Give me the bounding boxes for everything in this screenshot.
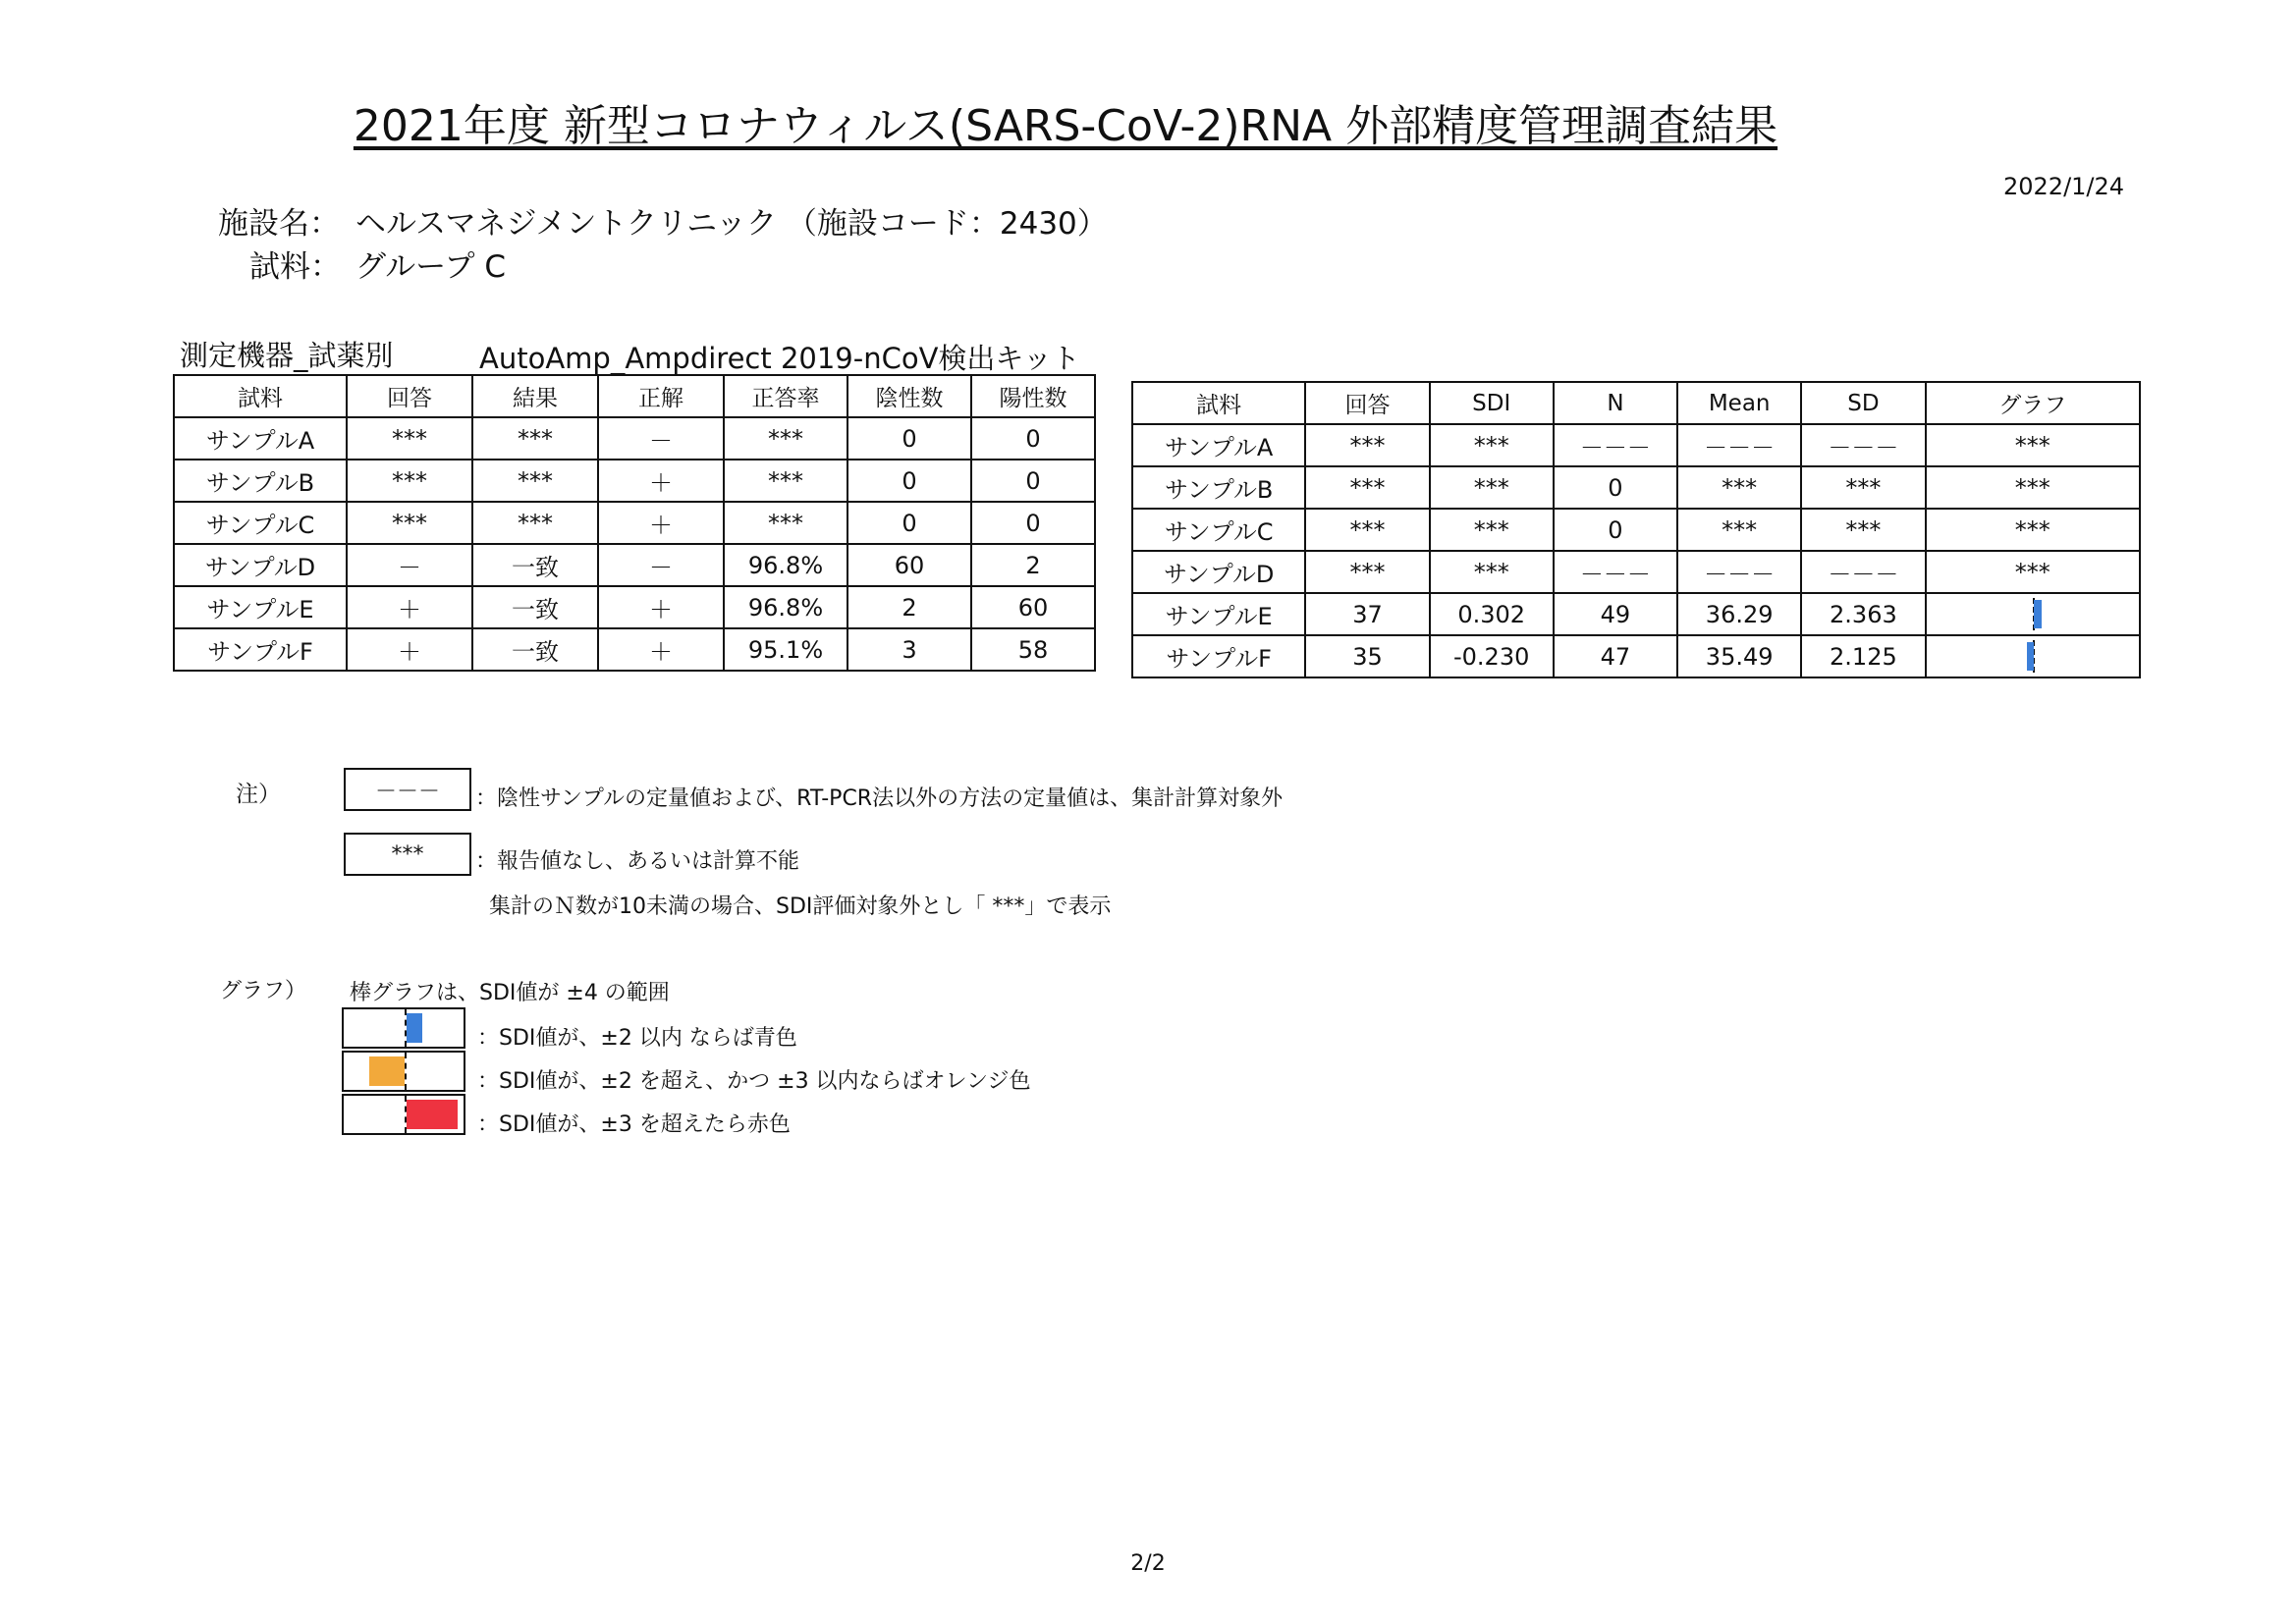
table-cell: *** [472,417,598,460]
sample-value: グループ C [355,249,507,285]
sample-name-cell: サンプルF [1132,635,1305,677]
table-cell: ＋ [347,628,472,671]
table-cell: 36.29 [1677,593,1801,635]
sample-name-cell: サンプルE [174,586,347,628]
table-cell: 47 [1554,635,1677,677]
table-cell: 2.363 [1801,593,1925,635]
sample-name-cell: サンプルA [1132,424,1305,466]
table-cell: *** [724,417,847,460]
page-title: 2021年度 新型コロナウィルス(SARS-CoV-2)RNA 外部精度管理調査結果 [353,101,1778,151]
column-header: SDI [1430,382,1554,424]
table-header-row [174,375,1095,417]
table-cell: *** [1430,509,1554,551]
table-cell: 0 [847,502,971,544]
table-cell: ＋ [598,586,724,628]
sample-name-cell: サンプルC [1132,509,1305,551]
table-cell: *** [1305,424,1429,466]
table-cell: 一致 [472,544,598,586]
column-header: 正解 [598,375,724,417]
table-cell: *** [472,502,598,544]
table-cell: *** [347,460,472,502]
legend-intro: 棒グラフは、SDI値が ±4 の範囲 [350,981,670,1005]
table-cell: *** [1430,424,1554,466]
page-number: 2/2 [1130,1551,1166,1576]
table-cell: 0 [1554,466,1677,509]
table-cell: －－－ [1801,424,1925,466]
table-cell [1926,635,2140,677]
table-cell: 35.49 [1677,635,1801,677]
table-cell: ＋ [347,586,472,628]
column-header: グラフ [1926,382,2140,424]
quantitative-results-table [1131,381,2141,678]
table-cell: 96.8% [724,586,847,628]
table-cell: *** [347,417,472,460]
note-text-1: ：陰性サンプルの定量値および、RT-PCR法以外の方法の定量値は、集計計算対象外 [475,786,1284,811]
table-row [174,460,1095,502]
table-cell: -0.230 [1430,635,1554,677]
note-box-asterisks: *** [344,833,471,876]
table-cell: *** [1926,424,2140,466]
table-cell: *** [1430,551,1554,593]
table-row [1132,635,2140,677]
note-box-dashes: －－－ [344,768,471,811]
table-row [174,586,1095,628]
column-header: 試料 [1132,382,1305,424]
table-row [174,544,1095,586]
sample-name-cell: サンプルC [174,502,347,544]
table-cell: *** [1926,551,2140,593]
table-cell: 95.1% [724,628,847,671]
table-cell: 一致 [472,586,598,628]
sample-name-cell: サンプルF [174,628,347,671]
facility-name-value: ヘルスマネジメントクリニック （施設コード：2430） [355,206,1108,242]
table-cell: *** [1677,509,1801,551]
sample-name-cell: サンプルD [1132,551,1305,593]
table-cell [1926,593,2140,635]
sample-label: 試料： [249,249,341,285]
sample-name-cell: サンプルB [174,460,347,502]
kit-name: AutoAmp_Ampdirect 2019-nCoV検出キット [479,342,1080,375]
column-header: N [1554,382,1677,424]
column-header: Mean [1677,382,1801,424]
table-row [1132,424,2140,466]
column-header: 陽性数 [971,375,1095,417]
table-cell: 0 [971,502,1095,544]
table-cell: －－－ [1677,424,1801,466]
qualitative-results-table [173,374,1096,672]
table-cell: 一致 [472,628,598,671]
note-text-2: ：報告値なし、あるいは計算不能 [475,849,800,874]
table-cell: 60 [847,544,971,586]
table-cell: 60 [971,586,1095,628]
legend-box-blue [342,1007,465,1049]
table-row [1132,509,2140,551]
facility-name-label: 施設名： [218,206,340,242]
table-cell: 2.125 [1801,635,1925,677]
note-text-3: 集計のＮ数が10未満の場合、SDI評価対象外とし「 ***」で表示 [489,894,1112,919]
table-cell: *** [1801,466,1925,509]
table-cell: 0.302 [1430,593,1554,635]
section-label: 測定機器_試薬別 [180,339,394,372]
table-cell: 0 [847,460,971,502]
sample-name-cell: サンプルE [1132,593,1305,635]
column-header: 回答 [347,375,472,417]
column-header: 結果 [472,375,598,417]
column-header: 試料 [174,375,347,417]
column-header: SD [1801,382,1925,424]
report-date: 2022/1/24 [2003,173,2125,200]
table-cell: － [598,417,724,460]
table-cell: －－－ [1677,551,1801,593]
column-header: 正答率 [724,375,847,417]
table-cell: － [347,544,472,586]
column-header: 陰性数 [847,375,971,417]
table-cell: －－－ [1554,424,1677,466]
legend-text-blue: ：SDI値が、±2 以内 ならば青色 [477,1026,797,1051]
legend-bar-orange [369,1056,405,1086]
table-cell: *** [1926,466,2140,509]
legend-center-line [405,1053,407,1090]
table-cell: *** [1305,509,1429,551]
table-row [1132,466,2140,509]
sdi-bar [2034,600,2042,628]
column-header: 回答 [1305,382,1429,424]
table-header-row [1132,382,2140,424]
table-cell: 0 [971,460,1095,502]
table-cell: 2 [847,586,971,628]
table-row [1132,551,2140,593]
table-row [174,628,1095,671]
table-cell: ＋ [598,460,724,502]
table-cell: *** [724,460,847,502]
legend-text-red: ：SDI値が、±3 を超えたら赤色 [477,1112,791,1137]
table-cell: *** [1801,509,1925,551]
table-cell: 3 [847,628,971,671]
table-cell: 58 [971,628,1095,671]
table-cell: 0 [847,417,971,460]
legend-box-red [342,1094,465,1135]
table-cell: 2 [971,544,1095,586]
table-cell: － [598,544,724,586]
legend-text-orange: ：SDI値が、±2 を超え、かつ ±3 以内ならばオレンジ色 [477,1069,1031,1094]
sample-name-cell: サンプルB [1132,466,1305,509]
table-cell: *** [1430,466,1554,509]
table-cell: 96.8% [724,544,847,586]
table-cell: 49 [1554,593,1677,635]
table-cell: －－－ [1801,551,1925,593]
legend-box-orange [342,1051,465,1092]
sample-name-cell: サンプルA [174,417,347,460]
table-row [174,417,1095,460]
table-cell: 37 [1305,593,1429,635]
table-row [174,502,1095,544]
table-cell: *** [347,502,472,544]
table-cell: *** [1926,509,2140,551]
table-cell: －－－ [1554,551,1677,593]
table-cell: *** [724,502,847,544]
table-cell: ＋ [598,628,724,671]
legend-bar-red [407,1100,458,1129]
legend-bar-blue [407,1013,422,1043]
table-row [1132,593,2140,635]
table-cell: *** [1305,551,1429,593]
table-cell: 0 [971,417,1095,460]
table-cell: 0 [1554,509,1677,551]
table-cell: *** [472,460,598,502]
notes-label: 注） [236,782,281,807]
table-cell: *** [1677,466,1801,509]
table-cell: *** [1305,466,1429,509]
table-cell: ＋ [598,502,724,544]
legend-label: グラフ） [220,979,307,1003]
table-cell: 35 [1305,635,1429,677]
sample-name-cell: サンプルD [174,544,347,586]
sdi-bar [2027,642,2033,671]
